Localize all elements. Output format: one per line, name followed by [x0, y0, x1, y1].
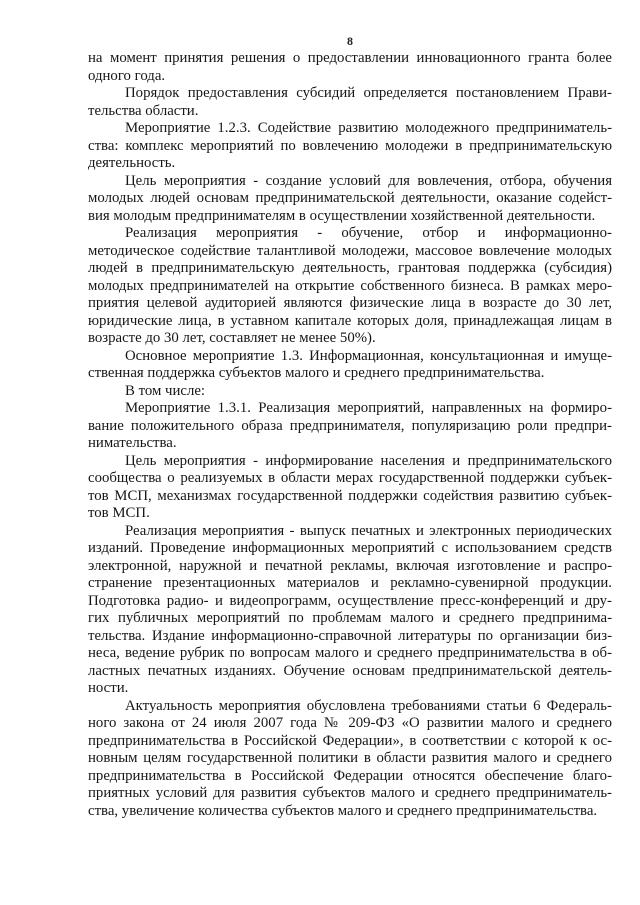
text-line: Мероприятие 1.2.3. Содействие развитию молодежного предприниматель-: [125, 120, 612, 136]
text-line: деятельность.: [88, 155, 176, 171]
text-line: молодых людей основам предпринимательской деятельности, оказание содейст-: [88, 190, 612, 206]
paragraph-relevance: [88, 698, 612, 821]
text-line: предпринимательства в Российской Федерации относятся обеспечение благо-: [88, 767, 612, 784]
text-line: возрасте до 30 лет, составляет не менее 50%).: [88, 330, 376, 346]
text-line: В том числе:: [125, 382, 206, 399]
paragraph-measure-1-2-3-implementation: [88, 225, 612, 348]
text-line: сообщества о реализуемых в области мерах государственной поддержки субъек-: [88, 470, 612, 486]
paragraph-main-measure-1-3: [88, 348, 612, 383]
text-line: вия молодым предпринимателям в осуществлении хозяйственной деятельности.: [88, 207, 596, 224]
text-line: ственная поддержка субъектов малого и среднего предпринимательства.: [88, 365, 545, 381]
paragraph-measure-1-2-3: [88, 120, 612, 173]
text-line: тельства области.: [88, 102, 199, 119]
text-line: юридические лица, в уставном капитале которых доля, принадлежащая лицам в: [88, 312, 612, 329]
text-line: Реализация мероприятия - выпуск печатных и электронных периодических: [125, 522, 612, 539]
text-line: Основное мероприятие 1.3. Информационная, консультационная и имуще-: [125, 347, 612, 364]
text-line: Реализация мероприятия - обучение, отбор и информационно-: [125, 225, 612, 241]
paragraph-including: [88, 383, 612, 401]
text-line: изданий. Проведение информационных мероприятий с использованием средств: [88, 540, 612, 556]
text-line: тельства. Издание информационно-справочной литературы по организации биз-: [88, 627, 612, 644]
text-line: вание положительного образа предпринимателя, популяризацию роли предпри-: [88, 417, 612, 434]
text-line: приятия целевой аудиторией являются физические лица в возрасте до 30 лет,: [88, 295, 612, 311]
text-line: ластных печатных изданиях. Обучение основам предпринимательской деятель-: [88, 662, 612, 679]
text-line: ности.: [88, 680, 129, 696]
text-line: Порядок предоставления субсидий определяется постановлением Прави-: [125, 85, 612, 101]
text-line: Цель мероприятия - создание условий для вовлечения, отбора, обучения: [125, 172, 612, 189]
text-line: на момент принятия решения о предоставлении инновационного гранта более: [88, 50, 612, 66]
text-line: Подготовка радио- и видеопрограмм, осуществление пресс-конференций и дру-: [88, 592, 612, 609]
paragraph-subsidy-procedure: [88, 85, 612, 120]
paragraph-measure-1-2-3-goal: [88, 173, 612, 226]
text-line: странение презентационных материалов и рекламно-сувенирной продукции.: [88, 575, 612, 591]
paragraph-measure-1-3-1-goal: [88, 453, 612, 523]
text-line: Мероприятие 1.3.1. Реализация мероприятий, направленных на формиро-: [125, 400, 612, 416]
text-line: ства: комплекс мероприятий по вовлечению молодежи в предпринимательскую: [88, 137, 612, 154]
text-line: тов МСП.: [88, 505, 150, 521]
text-line: гих публичных мероприятий по проблемам малого и среднего предпринима-: [88, 610, 612, 626]
text-line: электронной, наружной и печатной рекламы, включая изготовление и распро-: [88, 557, 612, 574]
text-line: молодых предпринимателей на открытие собственного бизнеса. В рамках меро-: [88, 277, 612, 294]
text-line: приятных условий для развития субъектов малого и среднего предприниматель-: [88, 785, 612, 801]
paragraph-measure-1-3-1: [88, 400, 612, 453]
document-body: [88, 50, 612, 820]
text-line: ства, увеличение количества субъектов малого и среднего предпринимательства.: [88, 802, 598, 819]
text-line: методическое содействие талантливой молодежи, массовое вовлечение молодых: [88, 242, 612, 259]
paragraph-measure-1-3-1-implementation: [88, 523, 612, 698]
text-line: Цель мероприятия - информирование населения и предпринимательского: [125, 452, 612, 469]
page-number: 8: [347, 34, 353, 48]
text-line: неса, ведение рубрик по вопросам малого и среднего предпринимательства в об-: [88, 645, 612, 661]
text-line: тов МСП, механизмах государственной поддержки содействия развитию субъек-: [88, 487, 612, 504]
text-line: нимательства.: [88, 435, 177, 451]
text-line: ного закона от 24 июля 2007 года № 209-ФЗ «О развитии малого и среднего: [88, 715, 612, 731]
text-line: Актуальность мероприятия обусловлена требованиями статьи 6 Федераль-: [125, 697, 612, 714]
text-line: новным целям государственной политики в области развития малого и среднего: [88, 750, 612, 766]
paragraph-continuation: [88, 50, 612, 85]
text-line: одного года.: [88, 67, 166, 84]
text-line: предпринимательства в Российской Федерации», в соответствии с которой к ос-: [88, 732, 612, 749]
text-line: людей в предпринимательскую деятельность, грантовая поддержка (субсидия): [88, 260, 612, 276]
